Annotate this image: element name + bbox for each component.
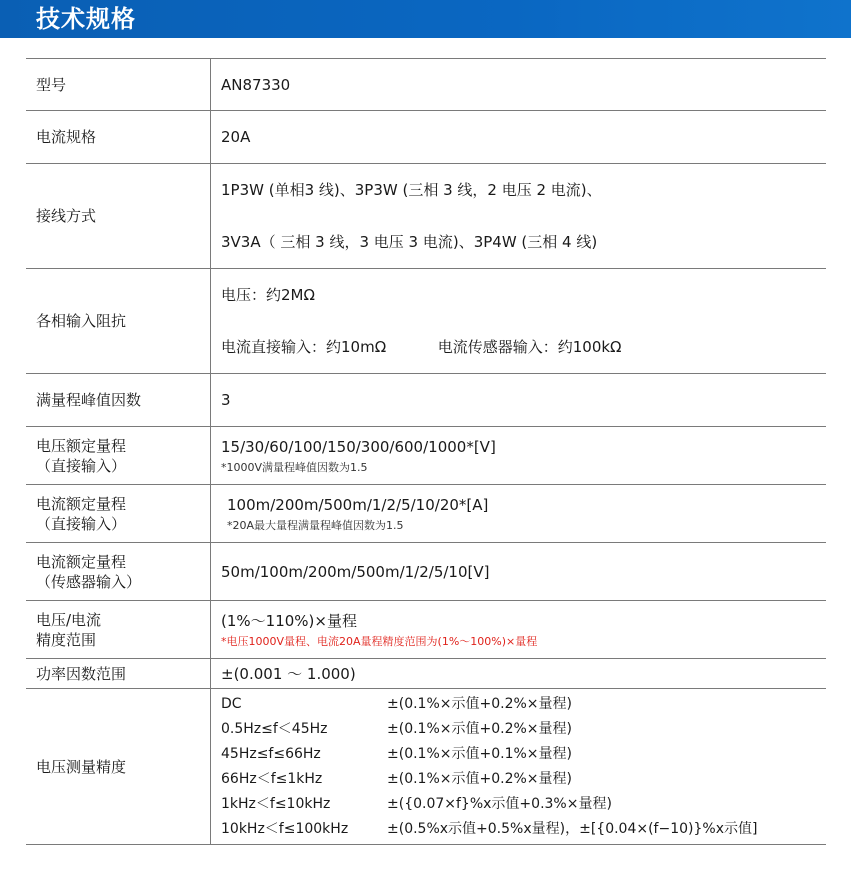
row-label — [26, 485, 211, 543]
table-row — [26, 427, 826, 485]
section-header — [0, 0, 851, 38]
row-value — [211, 164, 827, 269]
table-row — [26, 111, 826, 164]
row-value — [211, 689, 827, 845]
label-line-2: （传感器输入） — [36, 572, 142, 591]
range-value: (1%～110%)×量程 — [221, 611, 357, 630]
label-line-1: 电流额定量程 — [36, 552, 127, 571]
accuracy-row — [221, 742, 757, 767]
accuracy-row — [221, 792, 757, 817]
impedance-direct: 电流直接输入：约10mΩ — [221, 338, 387, 356]
impedance-voltage: 电压：约2MΩ — [221, 286, 315, 304]
section-title: 技术规格 — [36, 5, 136, 33]
table-row — [26, 689, 826, 845]
range-value: 15/30/60/100/150/300/600/1000*[V] — [221, 437, 496, 456]
row-label: 各相输入阻抗 — [26, 269, 211, 374]
accuracy-row — [221, 692, 757, 717]
accuracy-frequency: 10kHz＜f≤100kHz — [221, 820, 349, 837]
row-label — [26, 427, 211, 485]
table-row — [26, 59, 826, 111]
label-line-2: （直接输入） — [36, 456, 127, 475]
accuracy-spec: ±(0.1%×示值+0.1%×量程) — [387, 745, 572, 762]
accuracy-spec: ±(0.5%x示值+0.5%x量程)，±[{0.04×(f−10)}%x示值] — [387, 820, 758, 837]
table-row — [26, 543, 826, 601]
label-line-1: 电压额定量程 — [36, 436, 127, 455]
row-value: ±(0.001 ～ 1.000) — [211, 659, 827, 689]
table-row — [26, 601, 826, 659]
row-label — [26, 601, 211, 659]
label-line-2: （直接输入） — [36, 514, 127, 533]
accuracy-row — [221, 717, 757, 742]
impedance-sensor: 电流传感器输入：约100kΩ — [437, 338, 622, 356]
table-row — [26, 164, 826, 269]
accuracy-frequency: 66Hz＜f≤1kHz — [221, 770, 323, 787]
accuracy-frequency: 0.5Hz≤f＜45Hz — [221, 720, 328, 737]
row-label: 接线方式 — [26, 164, 211, 269]
row-label: 型号 — [26, 59, 211, 111]
row-value: AN87330 — [211, 59, 827, 111]
row-value: 50m/100m/200m/500m/1/2/5/10[V] — [211, 543, 827, 601]
row-value: 20A — [211, 111, 827, 164]
table-row — [26, 269, 826, 374]
impedance-current — [221, 337, 826, 357]
accuracy-frequency: 45Hz≤f≤66Hz — [221, 745, 321, 762]
table-row — [26, 659, 826, 689]
label-line-2: 精度范围 — [36, 630, 97, 649]
label-line-1: 电流额定量程 — [36, 494, 127, 513]
accuracy-frequency: DC — [221, 695, 242, 712]
accuracy-row — [221, 817, 757, 842]
accuracy-spec: ±(0.1%×示值+0.2%×量程) — [387, 720, 572, 737]
table-row — [26, 374, 826, 427]
row-value — [211, 269, 827, 374]
spec-table — [26, 58, 826, 845]
row-label: 满量程峰值因数 — [26, 374, 211, 427]
row-label: 功率因数范围 — [26, 659, 211, 689]
accuracy-spec: ±({0.07×f}%x示值+0.3%×量程) — [387, 795, 612, 812]
range-note: *20A最大量程满量程峰值因数为1.5 — [227, 518, 404, 532]
wiring-line-2: 3V3A（ 三相 3 线，3 电压 3 电流)、3P4W (三相 4 线) — [221, 233, 598, 251]
table-row — [26, 485, 826, 543]
accuracy-spec: ±(0.1%×示值+0.2%×量程) — [387, 770, 572, 787]
label-line-1: 电压/电流 — [36, 610, 102, 629]
row-label: 电压测量精度 — [26, 689, 211, 845]
accuracy-spec: ±(0.1%×示值+0.2%×量程) — [387, 695, 572, 712]
range-note: *1000V满量程峰值因数为1.5 — [221, 460, 368, 474]
wiring-line-1: 1P3W (单相3 线)、3P3W (三相 3 线，2 电压 2 电流)、 — [221, 181, 602, 199]
accuracy-frequency: 1kHz＜f≤10kHz — [221, 795, 331, 812]
row-value — [211, 601, 827, 659]
row-value — [211, 485, 827, 543]
range-note: *电压1000V量程、电流20A量程精度范围为(1%～100%)×量程 — [221, 634, 538, 648]
range-value: 100m/200m/500m/1/2/5/10/20*[A] — [227, 495, 489, 514]
accuracy-table — [221, 692, 757, 842]
row-value — [211, 427, 827, 485]
row-label — [26, 543, 211, 601]
row-value: 3 — [211, 374, 827, 427]
accuracy-row — [221, 767, 757, 792]
row-label: 电流规格 — [26, 111, 211, 164]
